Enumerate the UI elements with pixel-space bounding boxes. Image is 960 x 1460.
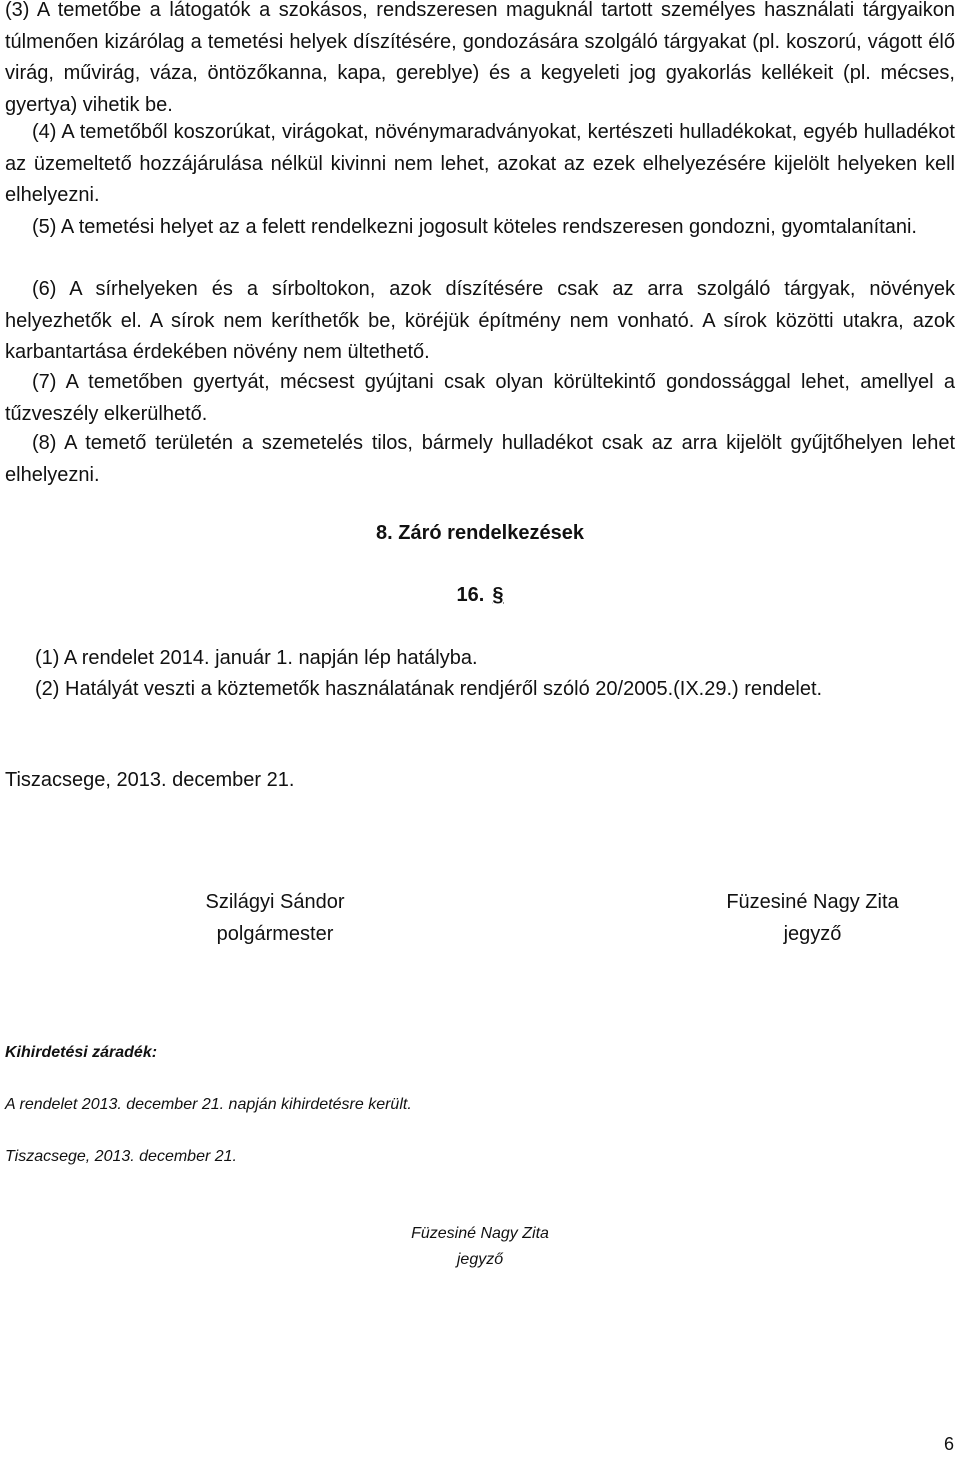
paragraph-7: (7) A temetőben gyertyát, mécsest gyújtani csak olyan körültekintő gondossággal lehet, amellyel a tűzveszély elkerülhető.	[5, 371, 955, 425]
announcement-signer-name: Füzesiné Nagy Zita	[411, 1225, 549, 1242]
section-title: 8. Záró rendelkezések	[376, 522, 584, 544]
notary-name: Füzesiné Nagy Zita	[726, 891, 899, 913]
announcement-place-date: Tiszacsege, 2013. december 21.	[5, 1148, 237, 1165]
paragraph-5: (5) A temetési helyet az a felett rendelkezni jogosult köteles rendszeresen gondozni, gyomtalanítani.	[32, 216, 917, 238]
notary-signature	[705, 887, 920, 950]
place-date: Tiszacsege, 2013. december 21.	[5, 769, 295, 791]
notary-title: jegyző	[783, 922, 842, 945]
section-number	[0, 584, 960, 607]
page-number: 6	[943, 1434, 954, 1454]
announcement-text: A rendelet 2013. december 21. napján kihirdetésre került.	[5, 1096, 412, 1113]
paragraph-6: (6) A sírhelyeken és a sírboltokon, azok díszítésére csak az arra szolgáló tárgyak, növények helyezhetők el. A sírok nem keríthetők be, köréjük építmény nem vonható. A sírok közötti utakra, azok karbantartása érdekében növény nem ültethető.	[5, 278, 955, 363]
closing-provision-2: (2) Hatályát veszti a köztemetők használatának rendjéről szóló 20/2005.(IX.29.) rendelet.	[35, 678, 823, 700]
announcement-signature	[380, 1221, 580, 1273]
paragraph-4: (4) A temetőből koszorúkat, virágokat, növénymaradványokat, kertészeti hulladékokat, egyéb hulladékot az üzemeltető hozzájárulása nélkül kivinni nem lehet, azokat az ezek elhelyezésére kijelölt helyeken kell elhelyezni.	[5, 121, 955, 206]
paragraph-3: (3) A temetőbe a látogatók a szokásos, rendszeresen maguknál tartott személyes használati tárgyaikon túlmenően kizárólag a temetési helyek díszítésére, gondozására szolgáló tárgyakat (pl. koszorú, vágott élő virág, művirág, váza, öntözőkanna, kapa, gereblye) és a kegyeleti jog gyakorlás kellékeit (pl. mécses, gyertya) vihetik be.	[5, 0, 955, 116]
mayor-title: polgármester	[216, 922, 334, 945]
announcement-heading: Kihirdetési záradék:	[5, 1044, 158, 1061]
section-symbol: §	[492, 584, 504, 606]
paragraph-8: (8) A temető területén a szemetelés tilos, bármely hulladékot csak az arra kijelölt gyűjtőhelyen lehet elhelyezni.	[5, 432, 955, 486]
section-number-text: 16.	[456, 584, 485, 606]
mayor-name: Szilágyi Sándor	[205, 891, 345, 913]
closing-provision-1: (1) A rendelet 2014. január 1. napján lép hatályba.	[35, 647, 478, 669]
mayor-signature	[175, 887, 375, 950]
announcement-signer-title: jegyző	[456, 1251, 504, 1268]
